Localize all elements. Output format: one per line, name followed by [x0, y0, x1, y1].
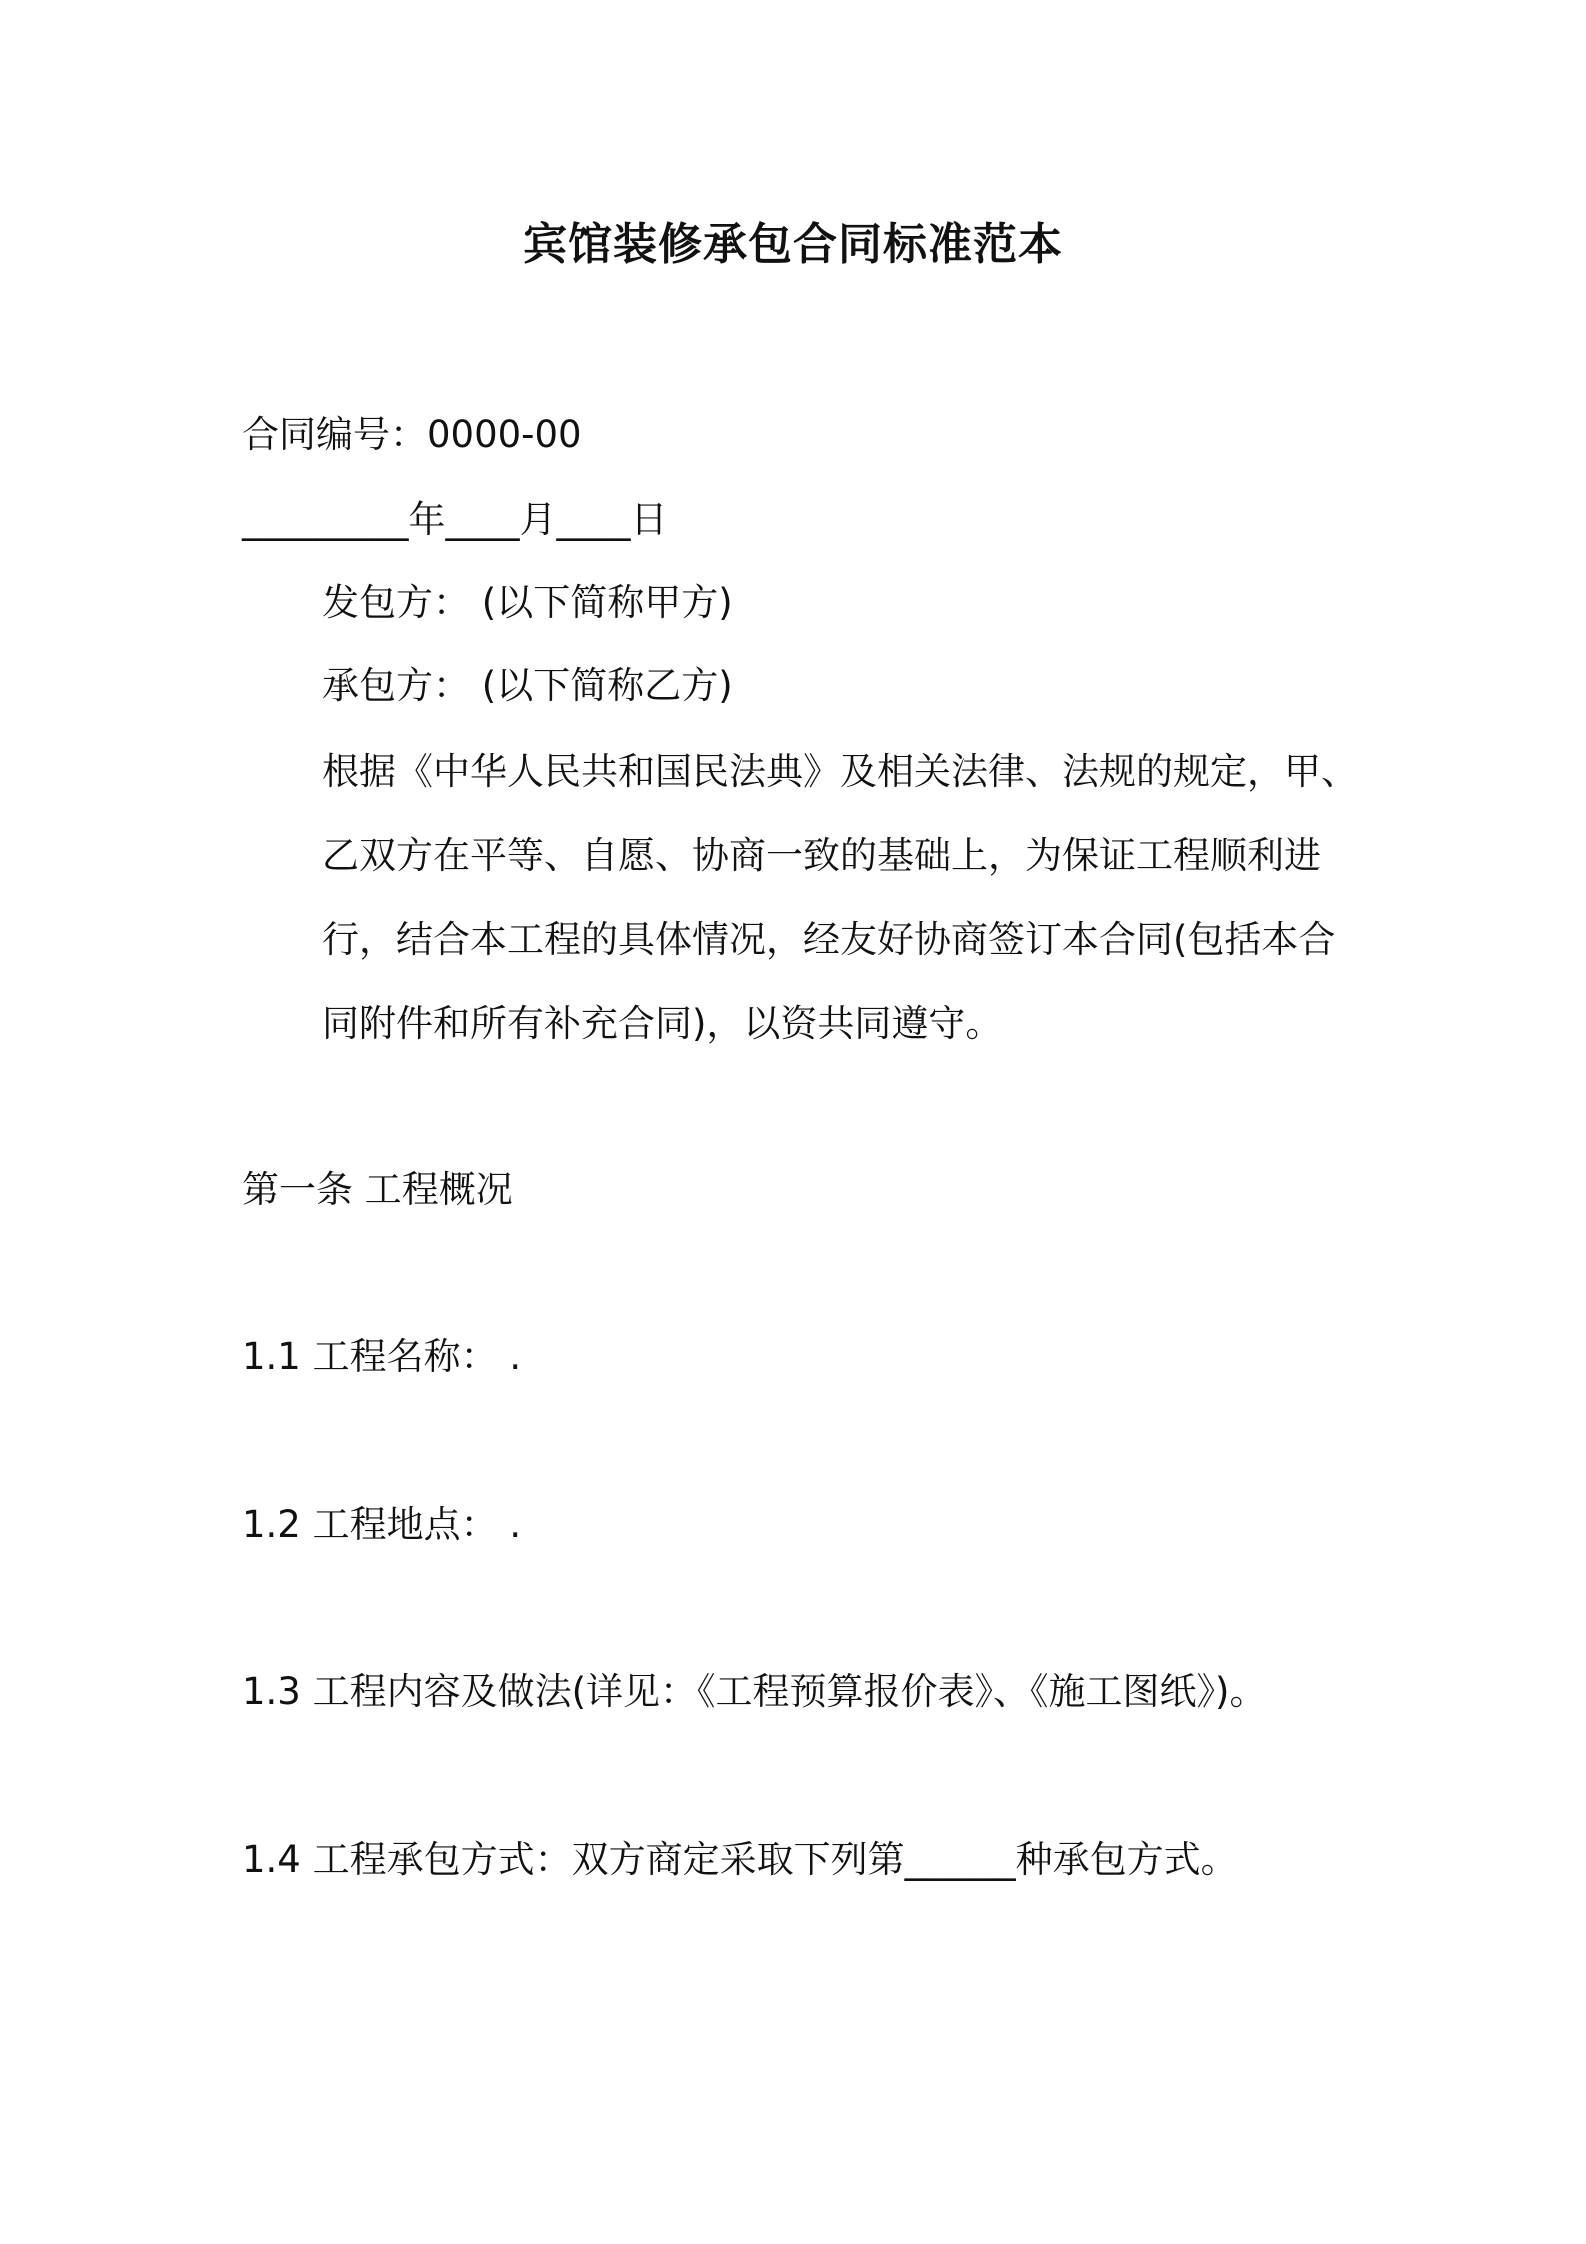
document-title: 宾馆装修承包合同标准范本: [523, 219, 1063, 270]
item-1-3: 1.3 工程内容及做法(详见：《工程预算报价表》、《施工图纸》)。: [242, 1670, 1267, 1713]
party-b-line: 承包方： (以下简称乙方): [322, 664, 733, 707]
preamble-text: 根据《中华人民共和国民法典》及相关法律、法规的规定，甲、乙双方在平等、自愿、协商一致的基础上，为保证工程顺利进行，结合本工程的具体情况，经友好协商签订本合同(包括本合同附件和所有补充合同)，以资共同遵守。: [322, 750, 1358, 1045]
preamble-paragraph: [242, 730, 1362, 1066]
date-line: _________年____月____日: [242, 498, 668, 541]
contract-number: 合同编号：0000-00: [242, 413, 582, 456]
party-a-line: 发包方： (以下简称甲方): [322, 581, 733, 624]
item-1-2: 1.2 工程地点： .: [242, 1503, 522, 1546]
item-1-4: 1.4 工程承包方式：双方商定采取下列第______种承包方式。: [242, 1838, 1238, 1881]
item-1-1: 1.1 工程名称： .: [242, 1335, 522, 1378]
article-1-heading: 第一条 工程概况: [242, 1168, 513, 1211]
